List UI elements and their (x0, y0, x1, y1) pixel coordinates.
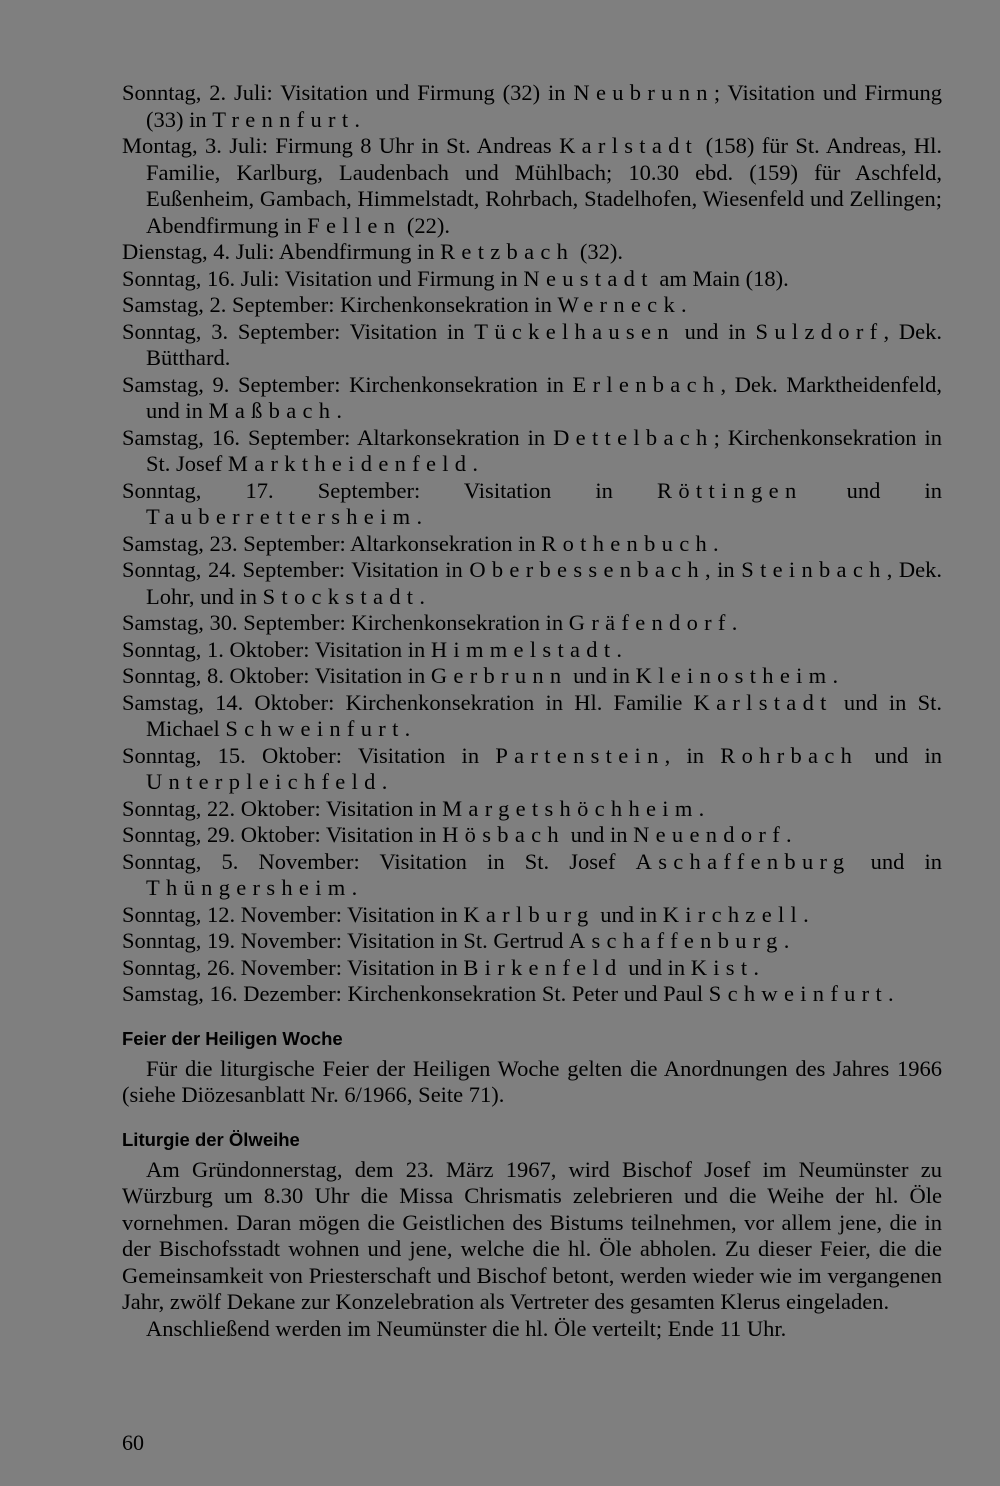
entry-text: Sonntag, 26. November: Visitation in (122, 954, 464, 980)
schedule-entry (122, 133, 942, 239)
entry-text: Sonntag, 5. November: Visitation in St. Josef (122, 848, 636, 874)
place-name: Neuendorf (633, 822, 786, 847)
schedule-entry (122, 822, 942, 849)
entry-text: . (354, 106, 360, 132)
place-name: Kirchzell (662, 901, 804, 927)
schedule-entry (122, 425, 942, 478)
entry-text: Montag, 3. Juli: Firmung 8 Uhr in St. Andreas (122, 133, 560, 158)
entry-text: Sonntag, 19. November: Visitation in St. Gertrud (122, 928, 569, 953)
entry-text: . (783, 928, 790, 953)
schedule-entry (122, 743, 942, 796)
body-paragraph: Für die liturgische Feier der Heiligen Woche gelten die Anordnungen des Jahres 1966 (siehe Diözesanblatt Nr. 6/1966, Seite 71). (122, 1055, 942, 1107)
entry-text: Sonntag, 29. Oktober: Visitation in (122, 822, 443, 847)
place-name: Stockstadt (262, 583, 420, 609)
place-name: Erlenbach (572, 371, 721, 397)
entry-text: , in (704, 557, 742, 582)
entry-text: Sonntag, 2. Juli: Visitation und Firmung (32) in (122, 80, 574, 105)
place-name: Tückelhausen (474, 318, 675, 344)
place-name: Kleinostheim (635, 663, 833, 688)
place-name: Aschaffenburg (635, 848, 851, 874)
place-name: Trennfurt (212, 106, 355, 132)
entry-text: Samstag, 16. September: Altarkonsekration in (122, 424, 554, 450)
place-name: Maßbach (208, 398, 337, 423)
place-name: Fellen (307, 212, 402, 238)
body-paragraph: Am Gründonnerstag, dem 23. März 1967, wird Bischof Josef im Neumünster zu Würzburg um 8.30 Uhr die Missa Chrismatis zelebrieren und die Weihe der hl. Öle vornehmen. Daran mögen die Geistlichen des Bistums teilnehmen, vor allem jene, die in der Bischofsstadt wohnen und jene, welche die hl. Öle abholen. Zu dieser Feier, die die Gemeinsamkeit von Priesterschaft und Bischof betont, werden wieder wie im vergangenen Jahr, zwölf Dekane zur Konzelebration als Vertreter des gesamten Klerus eingeladen. (122, 1156, 942, 1314)
entry-text: Samstag, 2. September: Kirchenkonsekration in (122, 292, 558, 317)
entry-text: und in (850, 848, 942, 874)
entry-text: Sonntag, 22. Oktober: Visitation in (122, 795, 443, 821)
entry-text: Samstag, 23. September: Altarkonsekration in (122, 530, 542, 556)
entry-text: und in (564, 822, 634, 847)
entry-text: am Main (18). (653, 265, 789, 291)
entry-text: . (416, 504, 423, 529)
entry-text: Sonntag, 3. September: Visitation in (122, 318, 475, 344)
place-name: Retzbach (440, 239, 575, 264)
place-name: Tauberrettersheim (146, 504, 417, 529)
entry-text: (22). (401, 212, 451, 238)
entry-text: . (419, 583, 425, 609)
entry-text: Sonntag, 17. September: Visitation in (122, 477, 658, 503)
page-number: 60 (122, 1430, 144, 1455)
entry-text: . (803, 901, 809, 927)
entry-text: Samstag, 9. September: Kirchenkonsekration in (122, 371, 573, 397)
schedule-entry (122, 531, 942, 558)
entry-text: Samstag, 14. Oktober: Kirchenkonsekration in Hl. Familie (122, 689, 694, 715)
entry-text: . (351, 875, 358, 900)
place-name: Gräfendorf (568, 610, 732, 635)
place-name: Werneck (557, 292, 682, 317)
schedule-entry (122, 80, 942, 133)
entry-text: . (404, 716, 411, 741)
schedule-entry (122, 902, 942, 929)
place-name: Oberbessenbach (469, 557, 705, 582)
place-name: Neustadt (523, 265, 654, 291)
entry-text: . (888, 981, 894, 1006)
section-body-oil-consecration (122, 1157, 942, 1343)
place-name: Dettelbach (553, 424, 714, 450)
place-name: Rohrbach (720, 742, 859, 768)
entry-text: . (336, 398, 342, 423)
schedule-entry (122, 610, 942, 637)
entry-text: . (698, 795, 705, 821)
entry-text: . (381, 769, 388, 794)
place-name: Röttingen (657, 477, 803, 503)
entry-text: . (753, 954, 760, 980)
schedule-entry (122, 292, 942, 319)
entry-text: Sonntag, 24. September: Visitation in (122, 557, 470, 582)
entry-text: . (616, 636, 623, 662)
schedule-entry (122, 796, 942, 823)
place-name: Karlstadt (693, 689, 833, 715)
entry-text: Sonntag, 16. Juli: Visitation und Firmung in (122, 265, 524, 291)
entry-text: . (681, 292, 687, 317)
section-heading-holy-week: Feier der Heiligen Woche (122, 1027, 343, 1049)
place-name: Gerbrunn (430, 663, 568, 688)
entry-text: , in (664, 742, 721, 768)
entry-text: (158) für St. Andreas, Hl. Familie, Karlburg, Laudenbach und Mühlbach; 10.30 ebd. (159) für Aschfeld, Eußenheim, Gambach, Himmelstadt, Rohrbach, Stadelhofen, Wiesenfeld und Zellingen; Abendfirmung in (146, 133, 942, 238)
entry-text: und in (802, 477, 942, 503)
place-name: Himmelstadt (430, 636, 617, 662)
place-name: Thüngersheim (146, 875, 352, 900)
entry-text: und in (567, 663, 636, 688)
entry-text: . (472, 451, 478, 476)
section-body-holy-week (122, 1056, 942, 1109)
schedule-entry (122, 955, 942, 982)
place-name: Steinbach (741, 557, 887, 582)
schedule-entry (122, 928, 942, 955)
entry-text: und in (674, 318, 756, 344)
schedule-entry (122, 981, 942, 1008)
place-name: Partenstein (495, 742, 665, 768)
entry-text: Sonntag, 8. Oktober: Visitation in (122, 663, 431, 688)
place-name: Neubrunn (573, 80, 714, 105)
entry-text: und in (622, 954, 691, 980)
place-name: Rothenbuch (541, 530, 714, 556)
schedule-entry (122, 478, 942, 531)
place-name: Schweinfurt (708, 981, 889, 1006)
place-name: Schweinfurt (225, 716, 405, 741)
entry-text: Samstag, 16. Dezember: Kirchenkonsekration St. Peter und Paul (122, 981, 709, 1006)
schedule-entry (122, 849, 942, 902)
place-name: Marktheidenfeld (227, 451, 473, 476)
entry-text: Dienstag, 4. Juli: Abendfirmung in (122, 239, 441, 264)
entry-text: Sonntag, 12. November: Visitation in (122, 901, 464, 927)
place-name: Kist (690, 954, 754, 980)
schedule-entry (122, 372, 942, 425)
place-name: Margetshöchheim (442, 795, 699, 821)
entry-text: , Dek. Bütthard. (146, 318, 942, 370)
schedule-entry (122, 266, 942, 293)
place-name: Sulzdorf (755, 318, 884, 344)
schedule-entry (122, 690, 942, 743)
place-name: Aschaffenburg (568, 928, 784, 953)
entry-text: . (786, 822, 792, 847)
body-paragraph: Anschließend werden im Neumünster die hl. Öle verteilt; Ende 11 Uhr. (146, 1315, 787, 1341)
entry-text: und in (594, 901, 663, 927)
schedule-entry (122, 319, 942, 372)
schedule-entry (122, 637, 942, 664)
schedule-entry (122, 239, 942, 266)
entry-text: . (731, 610, 738, 635)
place-name: Karlburg (463, 901, 595, 927)
entry-text: . (832, 663, 839, 688)
entry-text: Sonntag, 1. Oktober: Visitation in (122, 636, 431, 662)
place-name: Hösbach (442, 822, 565, 847)
place-name: Birkenfeld (463, 954, 623, 980)
page-content (122, 80, 942, 1342)
visitation-schedule (122, 80, 942, 1008)
entry-text: ; Visitation und Firmung (33) in (146, 80, 943, 132)
place-name: Unterpleichfeld (146, 769, 382, 794)
schedule-entry (122, 663, 942, 690)
entry-text: und in St. Michael (146, 689, 942, 741)
entry-text: , Dek. Lohr, und in (146, 557, 942, 609)
entry-text: Sonntag, 15. Oktober: Visitation in (122, 742, 496, 768)
entry-text: . (713, 530, 719, 556)
entry-text: ; Kirchenkonsekration in St. Josef (146, 424, 942, 476)
entry-text: Samstag, 30. September: Kirchenkonsekration in (122, 610, 569, 635)
section-heading-oil-consecration: Liturgie der Ölweihe (122, 1128, 300, 1150)
place-name: Karlstadt (559, 133, 699, 158)
schedule-entry (122, 557, 942, 610)
entry-text: (32). (574, 239, 623, 264)
entry-text: , Dek. Marktheidenfeld, und in (146, 371, 942, 423)
entry-text: und in (858, 742, 942, 768)
